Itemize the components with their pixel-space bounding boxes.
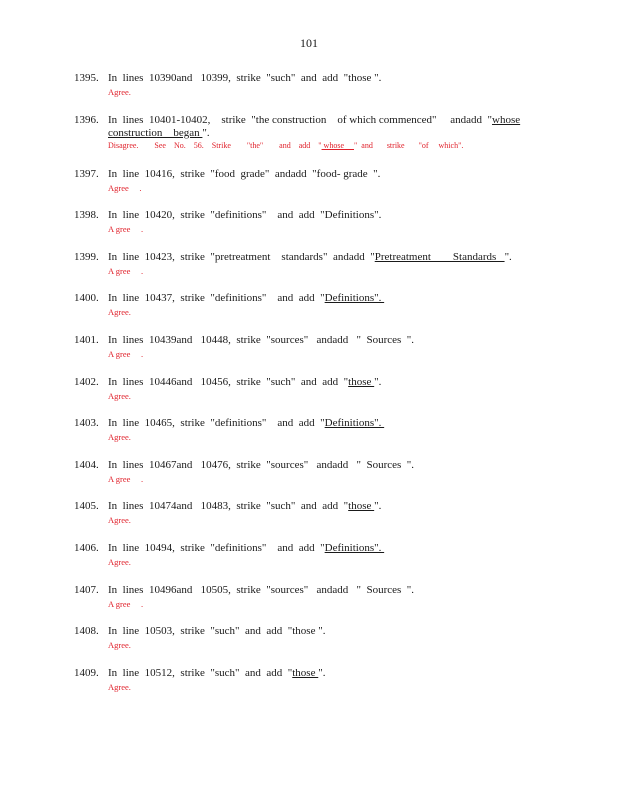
- entry-text-before: In line 10423, strike "pretreatment standards" andadd ": [108, 250, 375, 263]
- entry-response: Agree .: [108, 182, 142, 193]
- entry-text-after: ".: [202, 126, 210, 139]
- entry-text: [108, 417, 528, 430]
- entry-text: [108, 376, 528, 389]
- entry-text-before: In lines 10401-10402, strike "the construction of which commenced" andadd ": [108, 113, 493, 126]
- entry-number: 1395.: [74, 72, 99, 84]
- entry-text-before: In line 10503, strike "such" and add "those ".: [108, 625, 326, 638]
- amendment-entry: [0, 72, 618, 114]
- entry-response: A gree .: [108, 224, 144, 235]
- entry-response-underlined: whose: [321, 140, 354, 150]
- entry-text: [108, 584, 528, 597]
- entry-text-before: In line 10420, strike "definitions" and add "Definitions".: [108, 209, 382, 222]
- entry-response: [108, 141, 463, 151]
- entry-number: 1407.: [74, 583, 99, 596]
- entry-text: [108, 114, 528, 140]
- amendment-entry: [0, 114, 618, 168]
- page-number: 101: [300, 36, 318, 50]
- entry-number: 1398.: [74, 209, 99, 222]
- entry-number: 1406.: [74, 541, 99, 554]
- entry-number: 1402.: [74, 375, 99, 388]
- entry-text-before: In lines 10474and 10483, strike "such" and add ": [108, 500, 349, 513]
- amendment-entry: [0, 168, 618, 210]
- entry-response: Agree.: [108, 556, 131, 567]
- entry-text-after: ".: [504, 250, 512, 263]
- entry-response: Agree.: [108, 515, 131, 526]
- entry-response: A gree .: [108, 598, 144, 609]
- entry-text-underlined: those: [292, 666, 319, 679]
- entry-text-underlined: Definitions".: [324, 541, 385, 554]
- entry-number: 1404.: [74, 458, 99, 471]
- entry-text: [108, 459, 528, 472]
- amendment-entry: [0, 334, 618, 376]
- entry-text: [108, 542, 528, 555]
- entry-number: 1400.: [74, 292, 99, 305]
- entry-number: 1409.: [74, 666, 99, 679]
- entry-text: [108, 251, 528, 264]
- entry-text-underlined: those: [348, 500, 375, 513]
- entry-number: 1399.: [74, 250, 99, 263]
- entry-text-underlined: whose construction began: [108, 113, 521, 139]
- amendment-entry: [0, 584, 618, 626]
- entry-response: Agree.: [108, 307, 131, 318]
- amendment-entry: [0, 542, 618, 584]
- amendment-entry: [0, 292, 618, 334]
- entry-text-before: In line 10465, strike "definitions" and add ": [108, 417, 325, 430]
- entry-text: [108, 168, 528, 181]
- amendment-entry: [0, 459, 618, 501]
- entry-text: [108, 209, 528, 222]
- entry-number: 1396.: [74, 113, 99, 126]
- entry-response: Agree.: [108, 681, 131, 692]
- amendment-entry: [0, 251, 618, 293]
- entry-text-after: ".: [374, 500, 382, 513]
- entry-text-underlined: Definitions".: [324, 417, 385, 430]
- entry-number: 1403.: [74, 417, 99, 430]
- entry-response: A gree .: [108, 348, 144, 359]
- entry-response: Agree.: [108, 640, 131, 651]
- entry-text: [108, 72, 528, 85]
- entry-text-before: In lines 10390and 10399, strike "such" and add "those ".: [108, 72, 382, 84]
- amendment-entry: [0, 500, 618, 542]
- entry-response: A gree .: [108, 473, 144, 484]
- entry-text-before: In lines 10439and 10448, strike "sources" andadd " Sources ".: [108, 333, 415, 346]
- entry-response: Agree.: [108, 87, 131, 97]
- amendment-entry: [0, 417, 618, 459]
- entry-response-part: " and strike "of which".: [354, 140, 464, 150]
- entry-text-underlined: those: [348, 375, 375, 388]
- entry-text-before: In line 10512, strike "such" and add ": [108, 666, 293, 679]
- entry-text-underlined: Definitions".: [324, 292, 385, 305]
- amendment-entry: [0, 376, 618, 418]
- entry-text-before: In line 10494, strike "definitions" and add ": [108, 541, 325, 554]
- entry-text-before: In line 10437, strike "definitions" and add ": [108, 292, 325, 305]
- entry-response-part: Disagree. See No. 56. Strike "the" and add ": [108, 140, 322, 150]
- amendment-list: [0, 72, 618, 708]
- entry-text-before: In line 10416, strike "food grade" andadd "food- grade ".: [108, 167, 381, 180]
- entry-response: Agree.: [108, 390, 131, 401]
- entry-text: [108, 500, 528, 513]
- entry-text-after: ".: [374, 375, 382, 388]
- entry-response: Agree.: [108, 432, 131, 443]
- entry-text-before: In lines 10446and 10456, strike "such" and add ": [108, 375, 349, 388]
- entry-text-underlined: Pretreatment Standards: [374, 250, 505, 263]
- entry-text: [108, 334, 528, 347]
- entry-response: A gree .: [108, 265, 144, 276]
- amendment-entry: [0, 209, 618, 251]
- entry-number: 1397.: [74, 167, 99, 180]
- entry-number: 1401.: [74, 333, 99, 346]
- entry-number: 1405.: [74, 500, 99, 513]
- entry-number: 1408.: [74, 625, 99, 638]
- entry-text: [108, 667, 528, 680]
- amendment-entry: [0, 625, 618, 667]
- entry-text-before: In lines 10467and 10476, strike "sources" andadd " Sources ".: [108, 458, 415, 471]
- entry-text: [108, 625, 528, 638]
- amendment-entry: [0, 667, 618, 709]
- entry-text: [108, 292, 528, 305]
- entry-text-after: ".: [318, 666, 326, 679]
- entry-text-before: In lines 10496and 10505, strike "sources" andadd " Sources ".: [108, 583, 415, 596]
